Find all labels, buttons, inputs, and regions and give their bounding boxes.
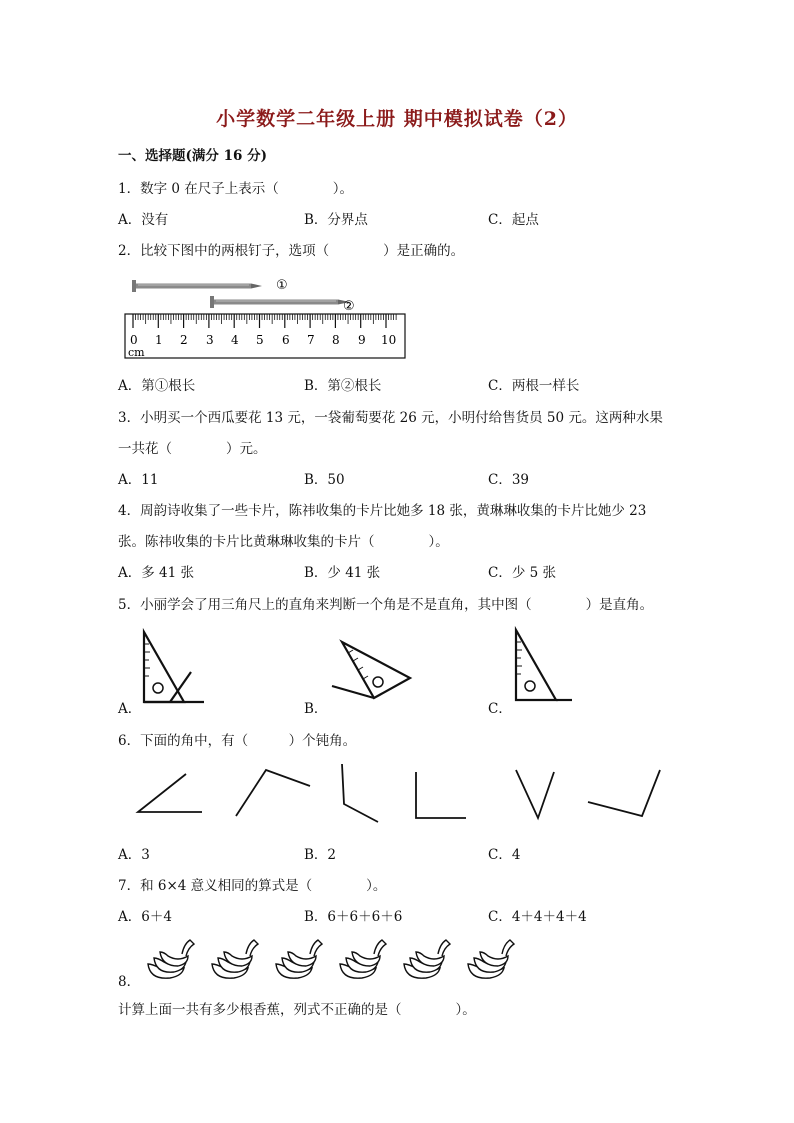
nails-ruler-figure bbox=[124, 272, 414, 362]
angle-4 bbox=[416, 772, 466, 818]
triangle-ruler-figure-c bbox=[510, 628, 580, 708]
q1-option-a[interactable]: A．没有 bbox=[118, 212, 169, 228]
ruler-number-7: 7 bbox=[307, 333, 315, 347]
q6-option-c[interactable]: C．4 bbox=[488, 847, 521, 863]
question-8: 计算上面一共有多少根香蕉，列式不正确的是（ ）。 bbox=[118, 1002, 476, 1018]
page-title: 小学数学二年级上册 期中模拟试卷（2） bbox=[216, 108, 578, 130]
q1-option-b[interactable]: B．分界点 bbox=[304, 212, 368, 228]
question-4-line-1: 4．周韵诗收集了一些卡片，陈祎收集的卡片比她多 18 张，黄琳琳收集的卡片比她少 23 bbox=[118, 503, 647, 519]
ruler-number-3: 3 bbox=[206, 333, 214, 347]
banana-bunches-figure bbox=[140, 934, 530, 982]
question-3-line-2: 一共花（ ）元。 bbox=[118, 441, 267, 457]
angle-6 bbox=[588, 770, 660, 816]
angle-1 bbox=[138, 774, 202, 812]
banana-bunch-icon bbox=[340, 940, 386, 978]
banana-bunch-icon bbox=[148, 940, 194, 978]
ruler-number-10: 10 bbox=[381, 333, 397, 347]
nail-1-label: ① bbox=[276, 278, 288, 293]
angle-5 bbox=[516, 770, 554, 818]
ruler-number-6: 6 bbox=[282, 333, 290, 347]
q1-option-c[interactable]: C．起点 bbox=[488, 212, 539, 228]
banana-bunch-icon bbox=[276, 940, 322, 978]
ruler-number-0: 0 bbox=[130, 333, 138, 347]
question-7: 7．和 6×4 意义相同的算式是（ ）。 bbox=[118, 878, 387, 894]
question-8-number: 8． bbox=[118, 974, 141, 990]
triangle-ruler-figure-b bbox=[326, 638, 426, 708]
triangle-ruler-figure-a bbox=[140, 630, 210, 710]
q2-option-c[interactable]: C．两根一样长 bbox=[488, 378, 580, 394]
nail-2 bbox=[210, 296, 350, 308]
section-heading: 一、选择题(满分 16 分) bbox=[118, 148, 267, 164]
question-1: 1．数字 0 在尺子上表示（ ）。 bbox=[118, 181, 354, 197]
angles-figure bbox=[130, 760, 670, 825]
angle-3 bbox=[342, 764, 378, 822]
question-6: 6．下面的角中，有（ ）个钝角。 bbox=[118, 733, 357, 749]
q4-option-b[interactable]: B．少 41 张 bbox=[304, 565, 381, 581]
q3-option-b[interactable]: B．50 bbox=[304, 472, 345, 488]
q6-option-a[interactable]: A．3 bbox=[118, 847, 150, 863]
banana-bunch-icon bbox=[468, 940, 514, 978]
q6-option-b[interactable]: B．2 bbox=[304, 847, 337, 863]
banana-bunch-icon bbox=[212, 940, 258, 978]
q5-option-a[interactable]: A． bbox=[118, 701, 142, 717]
q5-option-b[interactable]: B． bbox=[304, 701, 328, 717]
q7-option-c[interactable]: C．4＋4＋4＋4 bbox=[488, 909, 587, 925]
q4-option-a[interactable]: A．多 41 张 bbox=[118, 565, 195, 581]
nail-2-label: ② bbox=[343, 299, 355, 314]
q7-option-a[interactable]: A．6＋4 bbox=[118, 909, 172, 925]
ruler-number-9: 9 bbox=[358, 333, 366, 347]
nail-1 bbox=[132, 280, 262, 292]
banana-bunch-icon bbox=[404, 940, 450, 978]
q4-option-c[interactable]: C．少 5 张 bbox=[488, 565, 557, 581]
question-2: 2．比较下图中的两根钉子，选项（ ）是正确的。 bbox=[118, 243, 465, 259]
question-4-line-2: 张。陈祎收集的卡片比黄琳琳收集的卡片（ ）。 bbox=[118, 534, 449, 550]
q2-option-a[interactable]: A．第①根长 bbox=[118, 378, 196, 394]
ruler-number-8: 8 bbox=[332, 333, 340, 347]
q3-option-a[interactable]: A．11 bbox=[118, 472, 159, 488]
question-5: 5．小丽学会了用三角尺上的直角来判断一个角是不是直角，其中图（ ）是直角。 bbox=[118, 597, 654, 613]
ruler-number-1: 1 bbox=[155, 333, 163, 347]
ruler-unit: cm bbox=[128, 346, 145, 359]
q7-option-b[interactable]: B．6＋6＋6＋6 bbox=[304, 909, 403, 925]
q2-option-b[interactable]: B．第②根长 bbox=[304, 378, 382, 394]
ruler-number-5: 5 bbox=[256, 333, 264, 347]
question-3-line-1: 3．小明买一个西瓜要花 13 元，一袋葡萄要花 26 元，小明付给售货员 50 元。这两种水果 bbox=[118, 410, 663, 426]
q5-option-c[interactable]: C． bbox=[488, 701, 512, 717]
angle-2 bbox=[236, 770, 310, 816]
ruler-number-2: 2 bbox=[180, 333, 188, 347]
q3-option-c[interactable]: C．39 bbox=[488, 472, 530, 488]
ruler-number-4: 4 bbox=[231, 333, 239, 347]
